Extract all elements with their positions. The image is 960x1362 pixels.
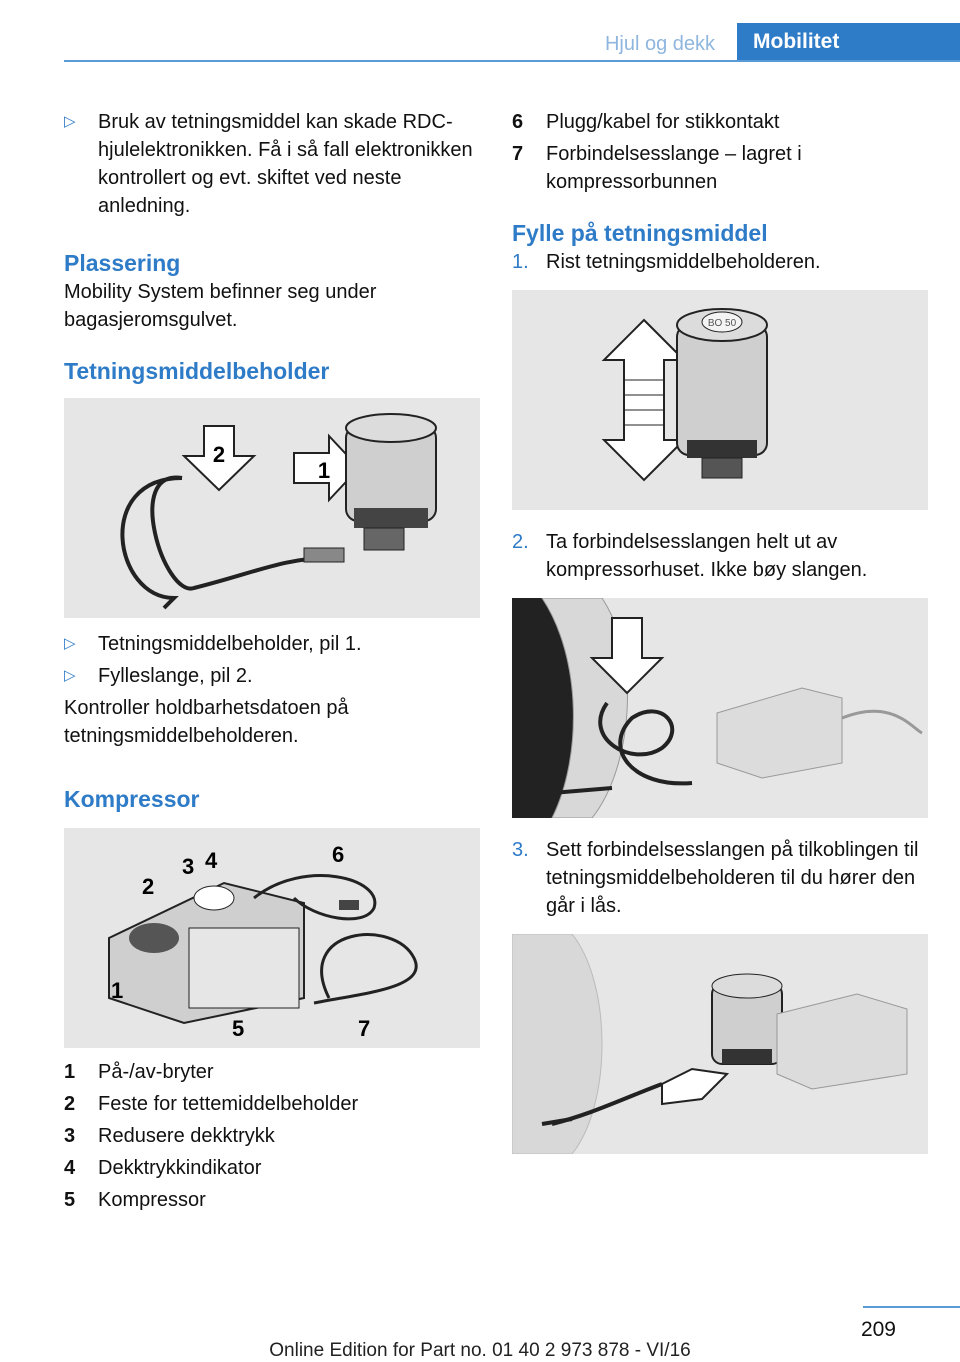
beholder-bullet-2-text: Fylleslange, pil 2. xyxy=(98,665,253,687)
heading-plassering: Plassering xyxy=(64,250,181,276)
warning-bullet xyxy=(64,108,480,220)
figure-connect-hose xyxy=(512,934,928,1154)
footer-rule xyxy=(863,1306,960,1308)
beholder-bullet-2 xyxy=(64,662,480,690)
figure2-label-5: 5 xyxy=(232,1016,245,1041)
item-number: 2 xyxy=(64,1093,76,1115)
item-text: På-/av-bryter xyxy=(98,1061,214,1083)
figure2-label-6: 6 xyxy=(332,842,345,867)
page-header xyxy=(0,23,960,63)
figure2-label-1: 1 xyxy=(111,978,124,1003)
item-number: 6 xyxy=(512,111,524,133)
beholder-note: Kontroller holdbarhetsdatoen på tetningsmiddelbeholderen. xyxy=(64,697,349,747)
figure1-label-1: 1 xyxy=(317,458,331,483)
list-item xyxy=(64,1186,480,1214)
header-section-tab[interactable]: Hjul og dekk xyxy=(604,33,716,55)
item-number: 5 xyxy=(64,1189,76,1211)
item-text: Plugg/kabel for stikkontakt xyxy=(546,111,780,133)
heading-tetningsmiddelbeholder: Tetningsmiddelbeholder xyxy=(64,358,330,384)
step-number: 1. xyxy=(512,251,529,273)
beholder-bullet-1 xyxy=(64,630,480,658)
step-1 xyxy=(512,248,928,276)
figure-remove-hose xyxy=(512,598,928,818)
footer-edition: Online Edition for Part no. 01 40 2 973 878 - VI/16 xyxy=(269,1340,691,1361)
figure2-label-4: 4 xyxy=(205,848,218,873)
item-text: Feste for tettemiddelbeholder xyxy=(98,1093,359,1115)
left-column xyxy=(64,108,480,1214)
step-3 xyxy=(512,836,928,920)
item-text: Kompressor xyxy=(98,1189,206,1211)
step-number: 3. xyxy=(512,839,529,861)
figure3-cap-label: BO 50 xyxy=(707,318,737,329)
list-item xyxy=(64,1058,480,1086)
figure-shake-container xyxy=(512,290,928,510)
list-item xyxy=(64,1090,480,1118)
item-text: Forbindelsesslange – lagret i kompressorbunnen xyxy=(546,143,802,193)
step-2 xyxy=(512,528,928,584)
bullet-triangle-icon: ▷ xyxy=(64,667,76,684)
item-number: 3 xyxy=(64,1125,76,1147)
item-number: 4 xyxy=(64,1157,76,1179)
header-rule xyxy=(64,60,960,62)
figure2-label-7: 7 xyxy=(358,1016,371,1041)
list-item xyxy=(512,140,928,196)
list-item xyxy=(64,1154,480,1182)
warning-text: Bruk av tetningsmiddel kan skade RDC-hjulelektronikken. Få i så fall elektronikken kontrollert og evt. skiftet ved neste anledning. xyxy=(98,111,473,217)
header-chapter-tab[interactable]: Mobilitet xyxy=(737,23,960,61)
bullet-triangle-icon: ▷ xyxy=(64,113,76,130)
item-text: Dekktrykkindikator xyxy=(98,1157,262,1179)
item-number: 7 xyxy=(512,143,524,165)
figure1-label-2: 2 xyxy=(212,442,226,467)
beholder-bullet-1-text: Tetningsmiddelbeholder, pil 1. xyxy=(98,633,362,655)
bullet-triangle-icon: ▷ xyxy=(64,635,76,652)
right-column xyxy=(512,108,928,1154)
parts-list-left xyxy=(64,1058,480,1214)
step-number: 2. xyxy=(512,531,529,553)
page-number: 209 xyxy=(860,1318,896,1341)
list-item xyxy=(512,108,928,136)
list-item xyxy=(64,1122,480,1150)
figure2-label-3: 3 xyxy=(182,854,195,879)
plassering-text: Mobility System befinner seg under bagasjeromsgulvet. xyxy=(64,281,377,331)
item-text: Redusere dekktrykk xyxy=(98,1125,275,1147)
figure-compressor xyxy=(64,828,480,1048)
item-number: 1 xyxy=(64,1061,76,1083)
heading-fill-sealant: Fylle på tetningsmiddel xyxy=(512,220,768,246)
figure2-label-2: 2 xyxy=(142,874,155,899)
heading-kompressor: Kompressor xyxy=(64,786,200,812)
step-text: Rist tetningsmiddelbeholderen. xyxy=(546,251,821,273)
step-text: Ta forbindelsesslangen helt ut av kompressorhuset. Ikke bøy slangen. xyxy=(546,531,868,581)
figure-sealant-container xyxy=(64,398,480,618)
step-text: Sett forbindelsesslangen på tilkoblingen til tetningsmiddelbeholderen til du hører den går i lås. xyxy=(546,839,919,917)
